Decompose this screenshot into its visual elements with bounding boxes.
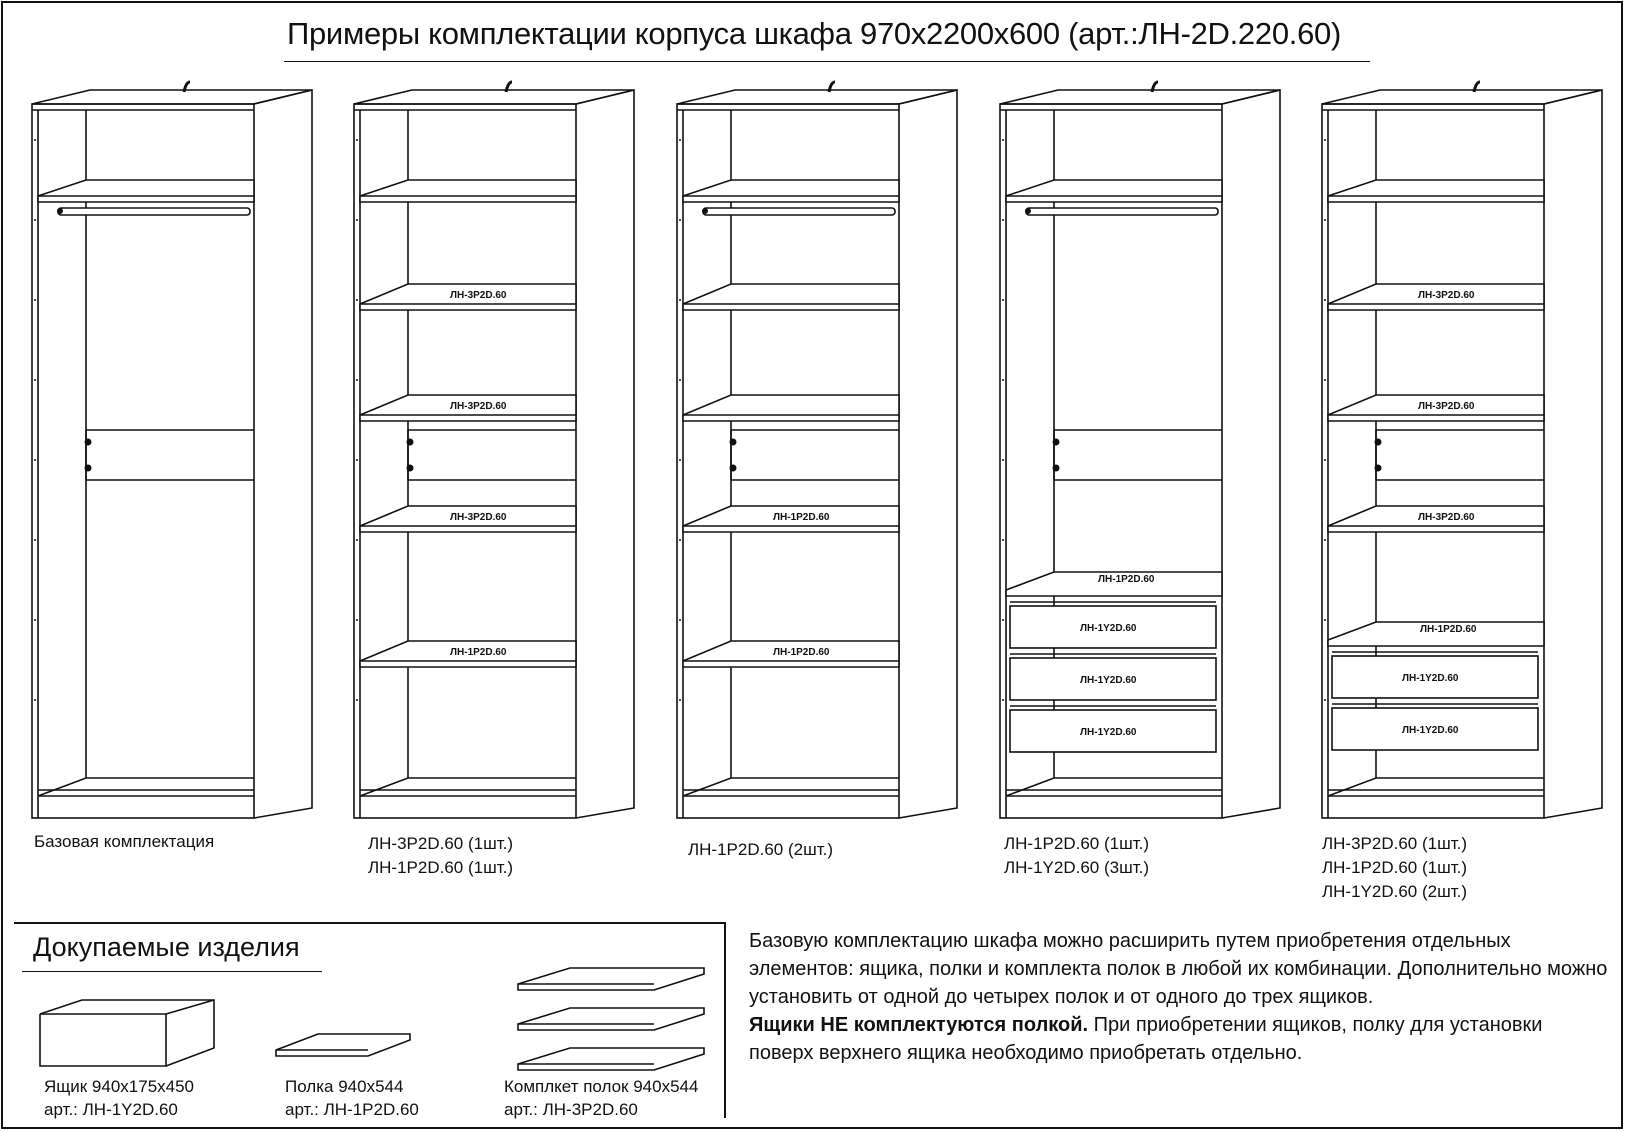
rail-bracket (702, 208, 708, 214)
product-caption-shelf (285, 1075, 419, 1121)
drawer-label: ЛН-1Y2D.60 (1402, 725, 1459, 736)
drawer-label: ЛН-1Y2D.60 (1402, 673, 1459, 684)
drawer-label: ЛН-1Y2D.60 (1080, 727, 1137, 738)
cabinet-bottom-shelf (683, 778, 899, 796)
panel-handle (85, 439, 92, 446)
cabinet-bottom-shelf (1006, 778, 1222, 796)
hole-dot (1002, 299, 1004, 301)
hole-dot (356, 219, 358, 221)
hole-dot (1002, 379, 1004, 381)
cabinet-2 (677, 82, 957, 818)
panel-handle (730, 439, 737, 446)
drawer-top-shelf-label: ЛН-1Р2D.60 (1420, 624, 1477, 635)
product-caption-shelf-set (504, 1075, 698, 1121)
shelf-label: ЛН-3Р2D.60 (450, 290, 507, 301)
panel-handle (730, 465, 737, 472)
product-caption-drawer (44, 1075, 194, 1121)
hole-dot (356, 139, 358, 141)
drawer-top-shelf-label: ЛН-1Р2D.60 (1098, 574, 1155, 585)
hole-dot (356, 299, 358, 301)
hole-dot (1324, 699, 1326, 701)
fixed-upper-shelf (683, 180, 899, 202)
hole-dot (1002, 219, 1004, 221)
drawer-icon-edge (166, 1000, 214, 1014)
cabinet-bottom-shelf (1328, 778, 1544, 796)
cabinet-side-panel (899, 90, 957, 818)
cabinet-side-panel (1222, 90, 1280, 818)
cabinet-caption-3: ЛН-1Р2D.60 (1шт.) ЛН-1Y2D.60 (3шт.) (1004, 834, 1150, 877)
section-divider (14, 922, 724, 924)
extras-title-underline (22, 971, 322, 972)
panel-handle (407, 439, 414, 446)
cabinet-4 (1322, 82, 1602, 818)
hole-dot (356, 619, 358, 621)
shelf-set-icon (518, 1048, 704, 1070)
cabinet-0 (32, 82, 312, 818)
cabinet-top-panel (32, 90, 312, 104)
shelf (683, 284, 899, 310)
panel-handle (1375, 439, 1382, 446)
fixed-upper-shelf (360, 180, 576, 202)
cabinet-side-panel (576, 90, 634, 818)
cabinet-top-panel (1322, 90, 1602, 104)
hole-dot (1324, 619, 1326, 621)
hole-dot (679, 299, 681, 301)
cabinet-side-panel (254, 90, 312, 818)
hole-dot (1002, 459, 1004, 461)
hole-dot (34, 539, 36, 541)
panel-handle (1053, 465, 1060, 472)
inner-panel (1376, 430, 1544, 480)
drawer-icon (40, 1014, 166, 1066)
hole-dot (356, 459, 358, 461)
fixed-upper-shelf (1006, 180, 1222, 202)
hole-dot (34, 459, 36, 461)
drawer-icon-outline (40, 1000, 214, 1066)
cabinet-front-frame (354, 104, 576, 818)
product-article: арт.: ЛН-1Y2D.60 (44, 1100, 178, 1119)
product-icons (40, 968, 704, 1070)
panel-handle (85, 465, 92, 472)
cabinet-top-panel (354, 90, 634, 104)
cabinet-caption-2: ЛН-1Р2D.60 (2шт.) (688, 840, 834, 859)
panel-handle (407, 465, 414, 472)
hole-dot (356, 379, 358, 381)
cabinet-caption-1: ЛН-3Р2D.60 (1шт.) ЛН-1Р2D.60 (1шт.) (368, 834, 514, 877)
hole-dot (679, 219, 681, 221)
hole-dot (679, 379, 681, 381)
shelf-label: ЛН-3Р2D.60 (450, 512, 507, 523)
product-article: арт.: ЛН-1Р2D.60 (285, 1100, 419, 1119)
cabinet-top-panel (677, 90, 957, 104)
shelf-label: ЛН-3Р2D.60 (450, 401, 507, 412)
hole-dot (1002, 539, 1004, 541)
shelf-label: ЛН-1Р2D.60 (773, 512, 830, 523)
hole-dot (1324, 459, 1326, 461)
cabinet-1 (354, 82, 634, 818)
hole-dot (679, 699, 681, 701)
inner-panel (1054, 430, 1222, 480)
shelf-icon (276, 1034, 410, 1056)
section-divider-vertical (724, 922, 726, 1118)
shelf-label: ЛН-3Р2D.60 (1418, 290, 1475, 301)
hole-dot (34, 379, 36, 381)
cabinet-side-panel (1544, 90, 1602, 818)
inner-panel (731, 430, 899, 480)
hole-dot (679, 539, 681, 541)
hole-dot (1324, 379, 1326, 381)
shelf-label: ЛН-1Р2D.60 (450, 647, 507, 658)
hanging-rail (58, 208, 250, 215)
hole-dot (34, 219, 36, 221)
shelf-set-icon (518, 968, 704, 990)
cabinet-bottom-shelf (38, 778, 254, 796)
description-part1: Базовую комплектацию шкафа можно расширить путем приобретения отдельных элементов: ящика, полки и комплекта полок в любой их комбинации. Дополнительно можно установить от одной до четырех полок и от одного до трех ящиков. (749, 930, 1608, 1008)
shelf (683, 395, 899, 421)
inner-panel (86, 430, 254, 480)
shelf-label: ЛН-1Р2D.60 (773, 647, 830, 658)
panel-handle (1375, 465, 1382, 472)
shelf-label: ЛН-3Р2D.60 (1418, 401, 1475, 412)
hanging-rail (703, 208, 895, 215)
product-name: Комплкет полок 940х544 (504, 1077, 699, 1096)
cabinet-caption-0: Базовая комплектация (34, 832, 215, 851)
inner-panel (408, 430, 576, 480)
hole-dot (34, 299, 36, 301)
hole-dot (1324, 299, 1326, 301)
hole-dot (1002, 619, 1004, 621)
hole-dot (1324, 539, 1326, 541)
product-article: арт.: ЛН-3Р2D.60 (504, 1100, 638, 1119)
product-name: Ящик 940х175х450 (44, 1077, 195, 1096)
hole-dot (1324, 139, 1326, 141)
shelf-set-icon (518, 1008, 704, 1030)
hanging-rail (1026, 208, 1218, 215)
hole-dot (1002, 699, 1004, 701)
page-title: Примеры комплектации корпуса шкафа 970х2200х600 (арт.:ЛН-2D.220.60) (287, 16, 1341, 51)
description-part2: При приобретении ящиков, полку для установки поверх верхнего ящика необходимо приобретать отдельно. (749, 1014, 1543, 1064)
panel-handle (1053, 439, 1060, 446)
hole-dot (1324, 219, 1326, 221)
extras-title: Докупаемые изделия (33, 932, 300, 962)
cabinet-top-panel (1000, 90, 1280, 104)
fixed-upper-shelf (1328, 180, 1544, 202)
hole-dot (356, 539, 358, 541)
hole-dot (679, 619, 681, 621)
cabinet-caption-4: ЛН-3Р2D.60 (1шт.) ЛН-1Р2D.60 (1шт.) ЛН-1Y2D.60 (2шт.) (1322, 834, 1468, 901)
rail-bracket (57, 208, 63, 214)
hole-dot (34, 619, 36, 621)
description-text (749, 927, 1609, 1067)
hole-dot (1002, 139, 1004, 141)
drawer-label: ЛН-1Y2D.60 (1080, 623, 1137, 634)
hole-dot (34, 699, 36, 701)
description-bold: Ящики НЕ комплектуются полкой. (749, 1014, 1089, 1036)
hole-dot (34, 139, 36, 141)
hole-dot (679, 459, 681, 461)
rail-bracket (1025, 208, 1031, 214)
drawer-label: ЛН-1Y2D.60 (1080, 675, 1137, 686)
hole-dot (679, 139, 681, 141)
cabinet-3 (1000, 82, 1280, 818)
cabinet-bottom-shelf (360, 778, 576, 796)
shelf-label: ЛН-3Р2D.60 (1418, 512, 1475, 523)
fixed-upper-shelf (38, 180, 254, 202)
product-name: Полка 940х544 (285, 1077, 404, 1096)
hole-dot (356, 699, 358, 701)
